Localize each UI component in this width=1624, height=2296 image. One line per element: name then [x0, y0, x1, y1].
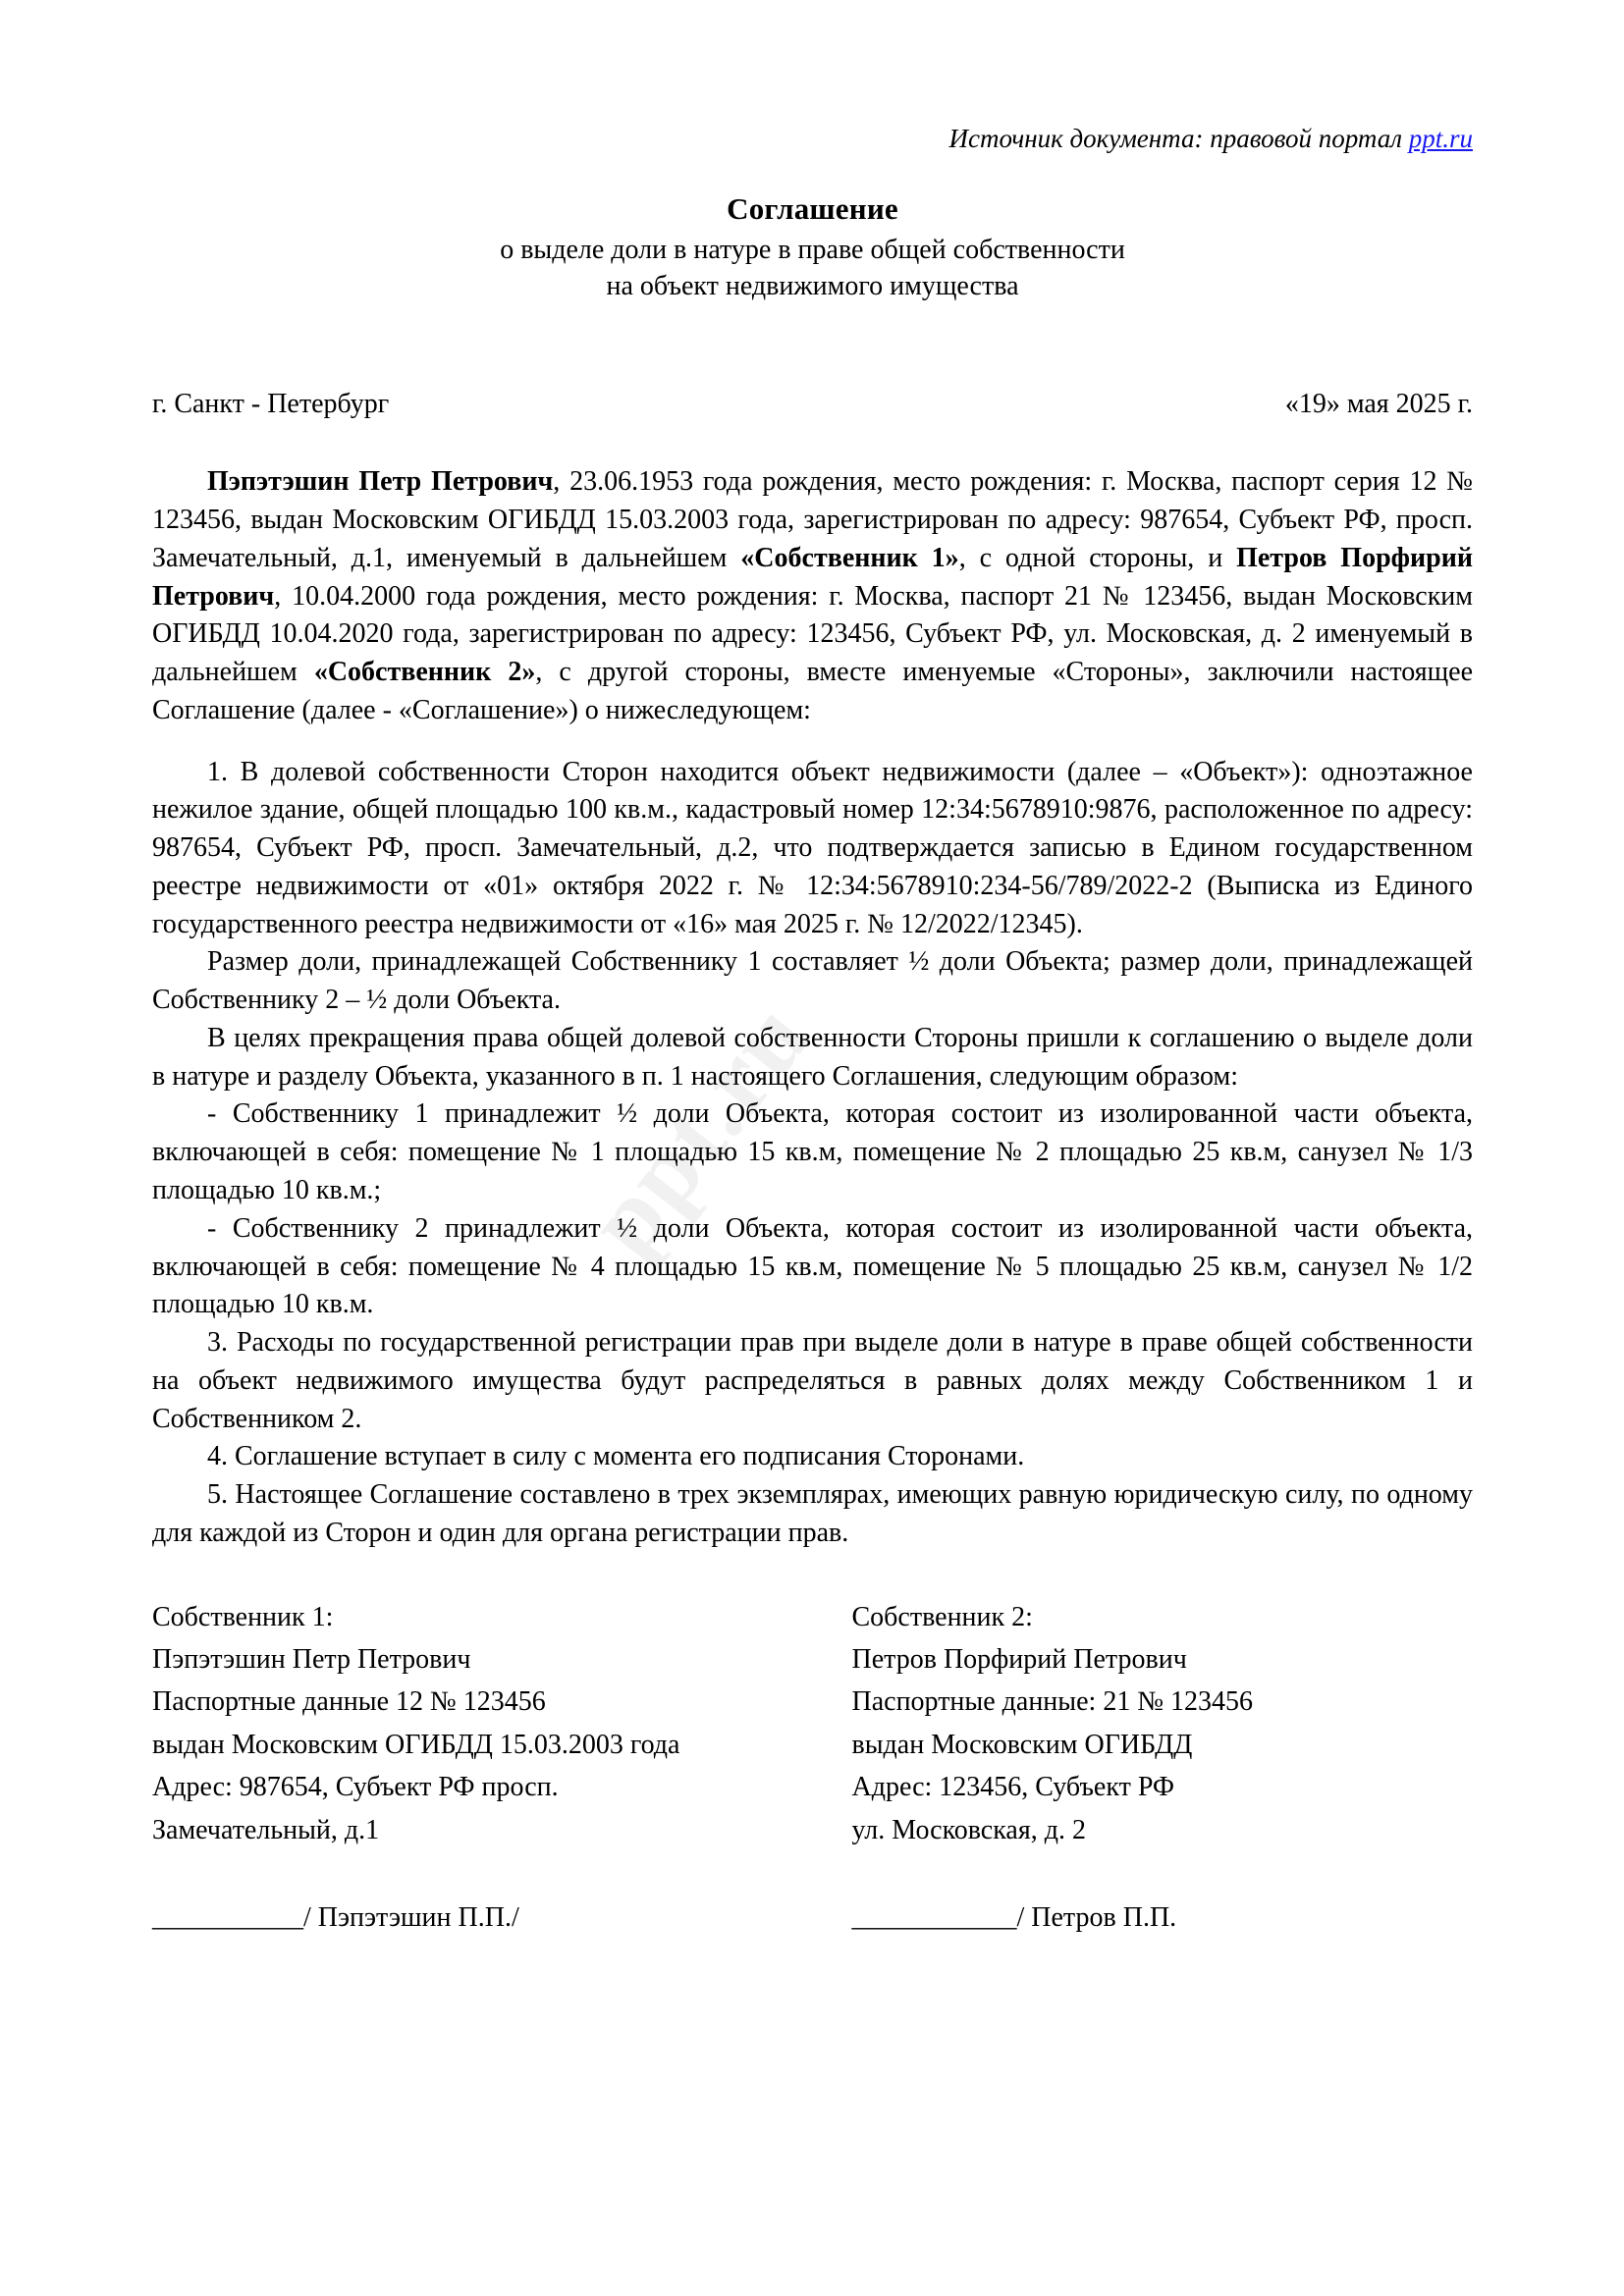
party-2-label: «Собственник 2» [313, 657, 536, 688]
document-subtitle-line-1: о выделе доли в натуре в праве общей собственности [500, 234, 1125, 265]
document-subtitle-line-2: на объект недвижимого имущества [606, 270, 1019, 301]
date-of-signing: «19» мая 2025 г. [1284, 389, 1473, 420]
clause-owner-1-share: - Собственнику 1 принадлежит ½ доли Объекта, которая состоит из изолированной части объекта, включающей в себя: помещение № 1 площадью 15 кв.м, помещение № 2 площадью 25 кв.м, санузел № 1/3 площадью 10 кв.м.; [152, 1098, 1473, 1205]
owner-2-details [813, 1596, 1474, 1851]
place-date-row [152, 389, 1473, 420]
owner-1-signature-slot[interactable]: ___________/ Пэпэтэшин П.П./ [152, 1902, 519, 1933]
owner-1-issued-by: выдан Московским ОГИБДД 15.03.2003 года [152, 1729, 680, 1760]
place-of-signing: г. Санкт - Петербург [152, 389, 390, 420]
clause-4: 4. Соглашение вступает в силу с момента его подписания Сторонами. [207, 1441, 1025, 1472]
party-1-label: «Собственник 1» [740, 542, 959, 573]
owner-1-address-line-2: Замечательный, д.1 [152, 1814, 380, 1845]
owner-1-heading: Собственник 1: [152, 1601, 334, 1632]
clause-3: 3. Расходы по государственной регистрации прав при выделе доли в натуре в праве общей собственности на объект недвижимого имущества будут распределяться в равных долях между Собственником 1 и Собственником 2. [152, 1327, 1473, 1434]
source-link[interactable]: ppt.ru [1408, 124, 1473, 153]
clause-share-size: Размер доли, принадлежащей Собственнику 1 составляет ½ доли Объекта; размер доли, принадлежащей Собственнику 2 – ½ доли Объекта. [152, 946, 1473, 1016]
signature-details-block [152, 1596, 1473, 1851]
owner-2-signature-slot[interactable]: ____________/ Петров П.П. [851, 1902, 1177, 1933]
party-1-name: Пэпэтэшин Петр Петрович [207, 466, 554, 498]
clause-1: 1. В долевой собственности Сторон находится объект недвижимости (далее – «Объект»): одноэтажное нежилое здание, общей площадью 100 кв.м., кадастровый номер 12:34:5678910:9876, расположенное по адресу: 987654, Субъект РФ, просп. Замечательный, д.2, что подтверждается записью в Едином государственном реестре недвижимости от «01» октября 2022 г. № 12:34:5678910:234-56/789/2022-2 (Выписка из Единого государственного реестра недвижимости от «16» мая 2025 г. № 12/2022/12345). [152, 756, 1473, 939]
parties-closing: , с другой стороны, вместе именуемые «Стороны», заключили настоящее Соглашение (далее - «Соглашение») о нижеследующем: [152, 657, 1474, 725]
owner-1-address-line-1: Адрес: 987654, Субъект РФ просп. [152, 1772, 559, 1803]
party-2-details: , 10.04.2000 года рождения, место рождения: г. Москва, паспорт 21 № 123456, выдан Московским ОГИБДД 10.04.2020 года, зарегистрирован по адресу: 123456, Субъект РФ, ул. Московская, д. 2 именуемый в дальнейшем [152, 580, 1473, 688]
page-title: Соглашение [727, 190, 898, 226]
document-body [152, 463, 1473, 1552]
signature-lines-row [152, 1902, 1473, 1934]
document-content [152, 0, 1473, 1934]
clause-5: 5. Настоящее Соглашение составлено в трех экземплярах, имеющих равную юридическую силу, по одному для каждой из Сторон и один для органа регистрации прав. [152, 1479, 1473, 1548]
owner-2-address-line-2: ул. Московская, д. 2 [851, 1814, 1086, 1845]
owner-2-name: Петров Порфирий Петрович [851, 1644, 1187, 1676]
parties-paragraph [152, 463, 1473, 729]
watermark: ppt.ru [566, 980, 832, 1276]
document-subtitle [152, 232, 1473, 304]
party-2-name: Петров Порфирий Петрович [152, 542, 1473, 612]
owner-2-address-line-1: Адрес: 123456, Субъект РФ [851, 1772, 1175, 1803]
owner-2-passport: Паспортные данные: 21 № 123456 [851, 1686, 1254, 1718]
parties-connector: , с одной стороны, и [958, 542, 1237, 573]
clause-owner-2-share: - Собственнику 2 принадлежит ½ доли Объекта, которая состоит из изолированной части объекта, включающей в себя: помещение № 4 площадью 15 кв.м, помещение № 5 площадью 25 кв.м, санузел № 1/2 площадью 10 кв.м. [152, 1212, 1473, 1320]
owner-1-details [152, 1596, 813, 1851]
party-1-details: , 23.06.1953 года рождения, место рождения: г. Москва, паспорт серия 12 № 123456, выдан Московским ОГИБДД 15.03.2003 года, зарегистрирован по адресу: 987654, Субъект РФ, просп. Замечательный, д.1, именуемый в дальнейшем [152, 466, 1473, 573]
owner-2-issued-by: выдан Московским ОГИБДД [851, 1729, 1193, 1760]
owner-1-passport: Паспортные данные 12 № 123456 [152, 1686, 546, 1718]
source-attribution [152, 123, 1473, 156]
clause-purpose: В целях прекращения права общей долевой собственности Стороны пришли к соглашению о выделе доли в натуре и разделу Объекта, указанного в п. 1 настоящего Соглашения, следующим образом: [152, 1022, 1473, 1092]
source-attribution-text: Источник документа: правовой портал [948, 124, 1409, 153]
owner-1-name: Пэпэтэшин Петр Петрович [152, 1644, 471, 1676]
owner-2-heading: Собственник 2: [851, 1601, 1033, 1632]
